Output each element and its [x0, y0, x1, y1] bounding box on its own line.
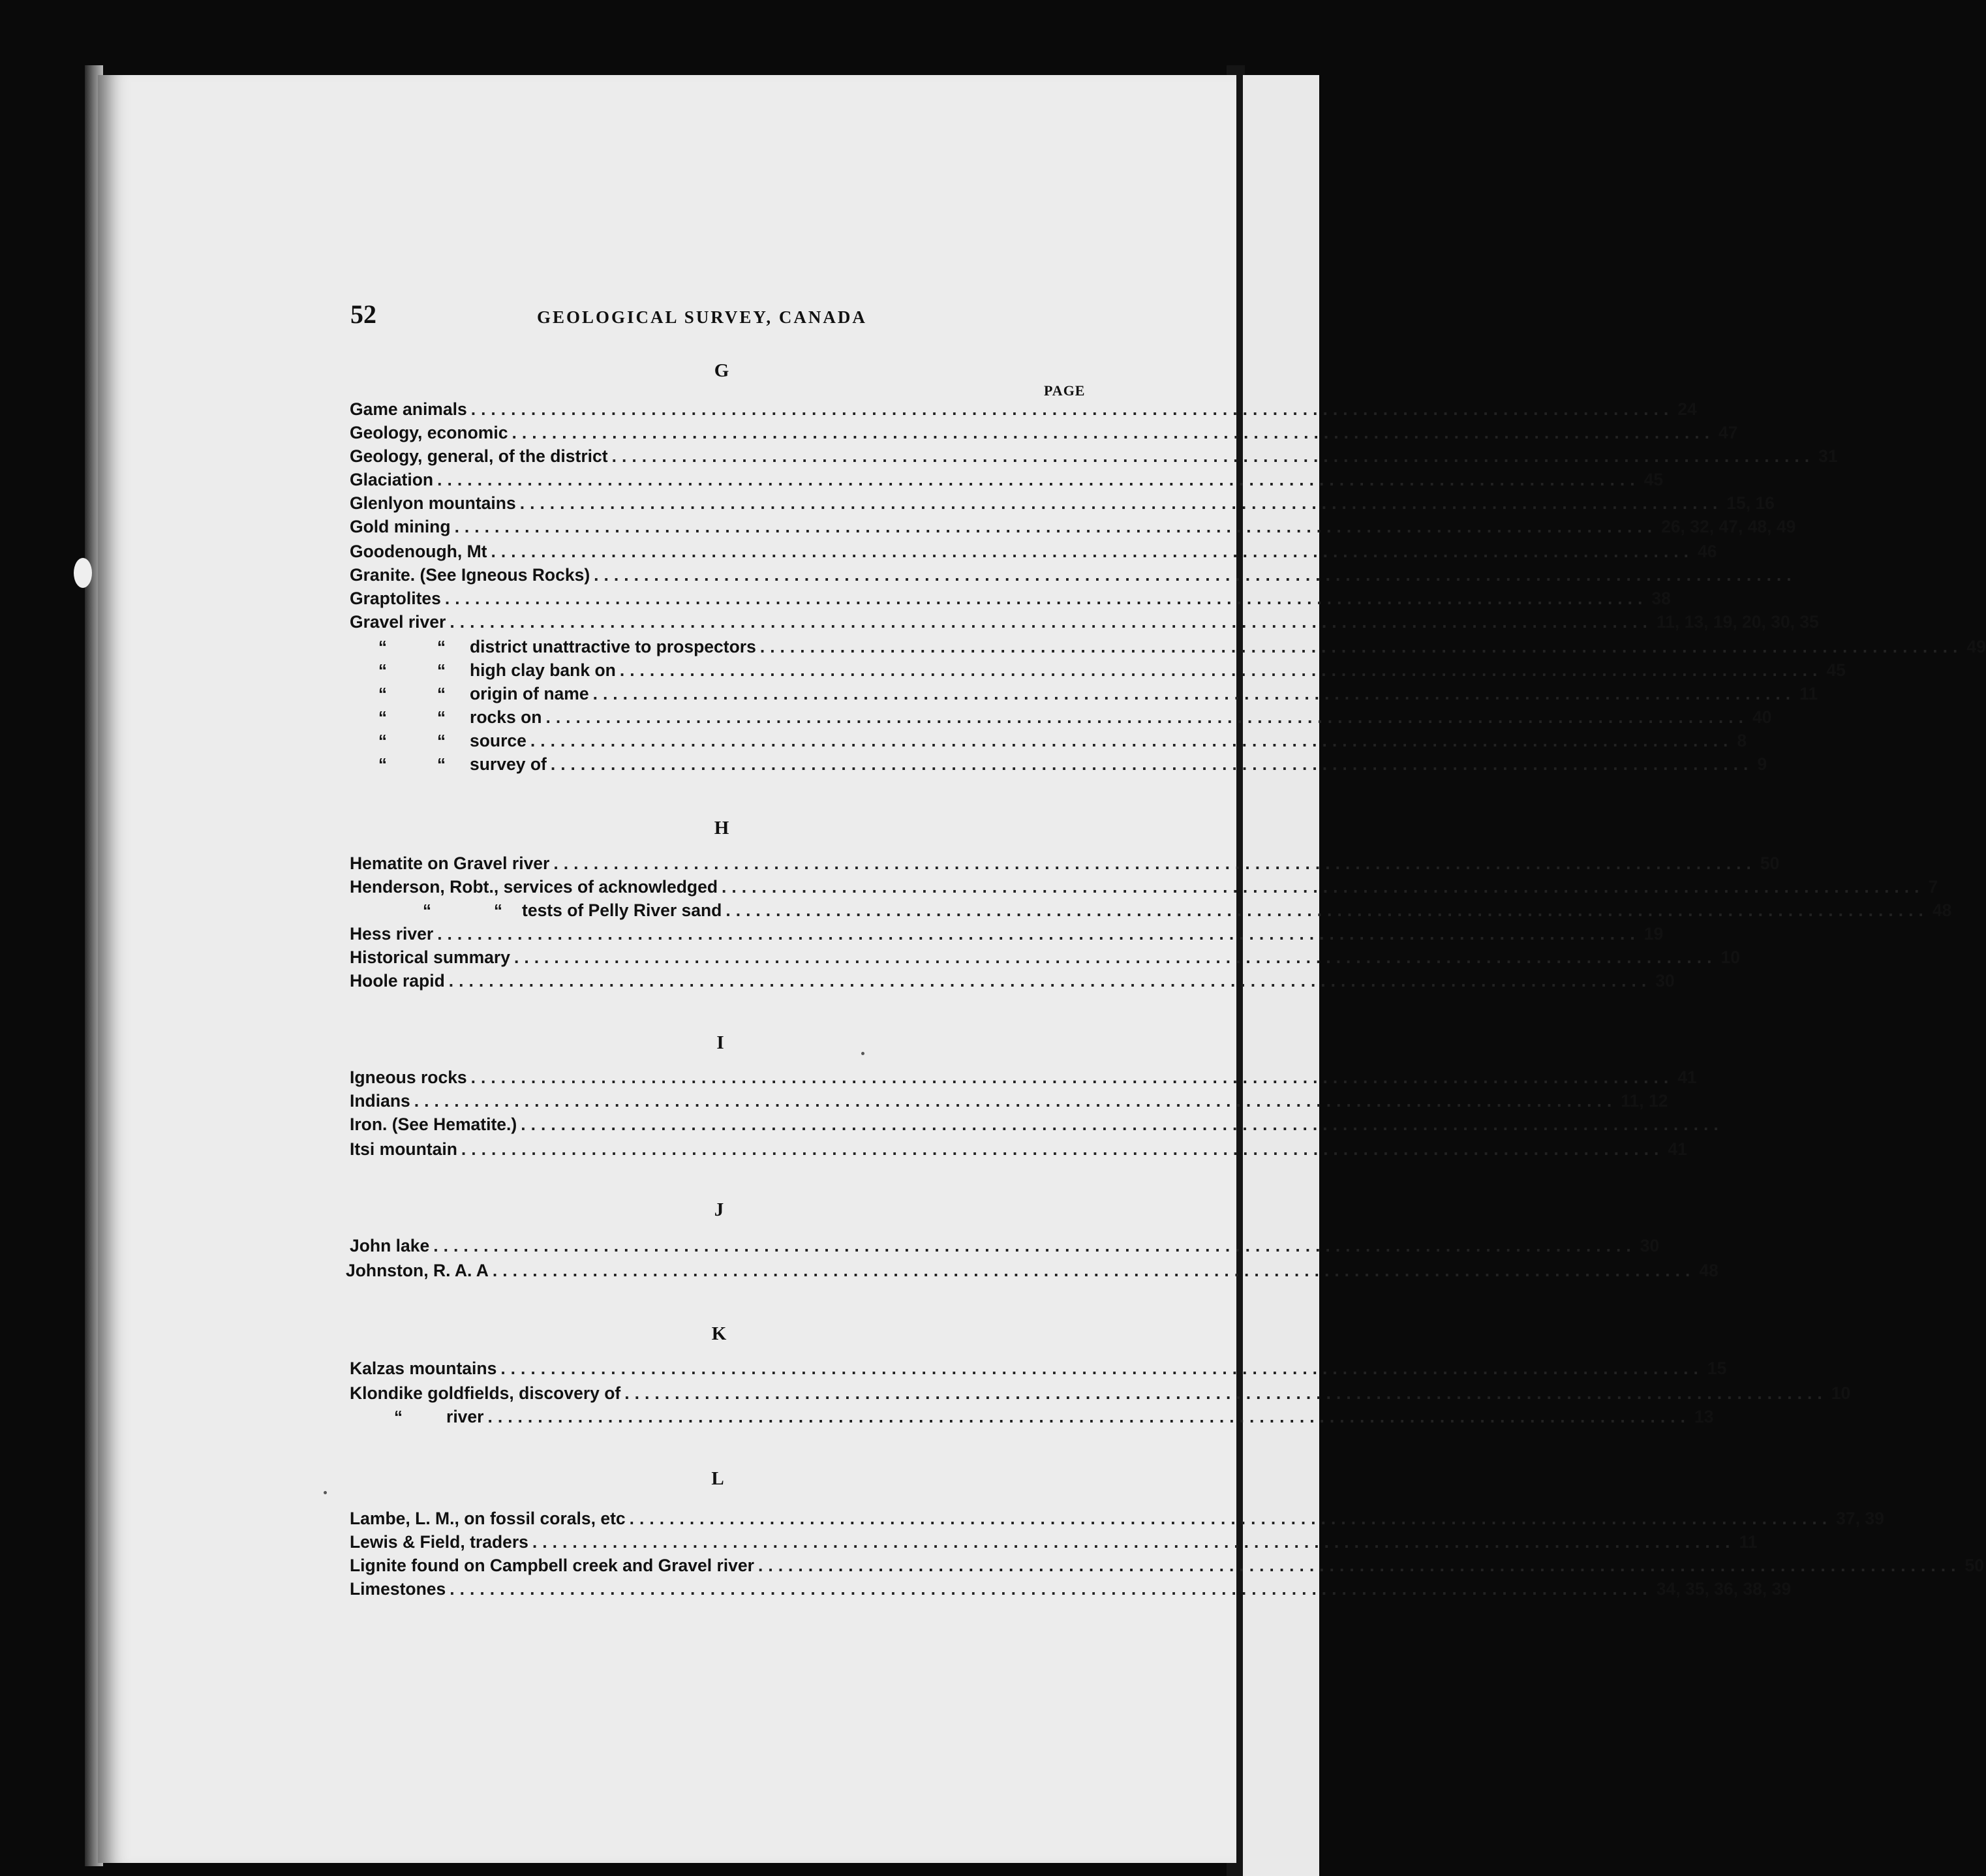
index-entry: Glaciation ........................................................................................................................ 45 [350, 470, 1664, 489]
index-subentry: rocks on ........................................................................................................................ 40 [470, 707, 1772, 727]
entry-pages: 15 [1707, 1359, 1727, 1378]
ditto-mark: “ [378, 707, 387, 727]
entry-term: Game animals [350, 399, 467, 419]
index-entry: Game animals ........................................................................................................................ 24 [350, 399, 1697, 419]
entry-term: Geology, general, of the district [350, 446, 608, 466]
entry-pages: 30 [1655, 971, 1675, 991]
print-speck [324, 1491, 327, 1494]
entry-term: Glenlyon mountains [350, 493, 516, 513]
ditto-mark: “ [437, 707, 446, 727]
entry-term: Geology, economic [350, 423, 508, 442]
entry-term: Hess river [350, 924, 434, 944]
section-letter-i: I [716, 1032, 724, 1053]
entry-term: Graptolites [350, 589, 441, 608]
entry-term: Iron. (See Hematite.) [350, 1115, 517, 1134]
page-number: 52 [350, 300, 376, 329]
index-entry: Geology, general, of the district ........................................................................................................................ 31 [350, 446, 1838, 466]
index-entry: Lignite found on Campbell creek and Gravel river ........................................................................................................................ 50 [350, 1556, 1984, 1575]
index-entry: Hoole rapid ........................................................................................................................ 30 [350, 971, 1675, 991]
entry-pages: 9 [1757, 754, 1767, 774]
index-entry: Hematite on Gravel river ........................................................................................................................ 50 [350, 853, 1780, 873]
entry-pages: 30 [1640, 1236, 1660, 1255]
entry-pages: 48 [1699, 1261, 1719, 1280]
index-subentry: origin of name ........................................................................................................................ 11 [470, 684, 1818, 703]
entry-term: Goodenough, Mt [350, 542, 487, 561]
print-speck [861, 1052, 864, 1055]
entry-term: Kalzas mountains [350, 1359, 497, 1378]
ditto-mark: “ [378, 754, 387, 774]
entry-term: Hoole rapid [350, 971, 445, 991]
entry-term: Granite. (See Igneous Rocks) [350, 565, 590, 585]
index-entry: Lewis & Field, traders ........................................................................................................................ 11 [350, 1532, 1758, 1552]
entry-pages: 10 [1831, 1383, 1851, 1403]
entry-pages: 45 [1826, 660, 1846, 680]
entry-term: Lambe, L. M., on fossil corals, etc [350, 1509, 626, 1528]
entry-pages: 13 [1694, 1407, 1714, 1426]
entry-term: Hematite on Gravel river [350, 853, 550, 873]
ditto-mark: “ [437, 731, 446, 750]
entry-pages: 19 [1643, 924, 1664, 944]
paper-blemish [74, 558, 92, 588]
index-entry: Limestones ........................................................................................................................ 34, 35, 36, 38, 39 [350, 1579, 1792, 1599]
entry-pages: 47 [1719, 423, 1738, 442]
entry-pages: 10 [1720, 947, 1740, 967]
entry-term: Igneous rocks [350, 1068, 467, 1087]
ditto-mark: “ [437, 684, 446, 703]
index-entry: Hess river ........................................................................................................................ 19 [350, 924, 1664, 944]
entry-term: survey of [470, 754, 547, 774]
section-letter-g: G [714, 360, 729, 381]
entry-term: Gravel river [350, 612, 446, 632]
index-entry: Indians ........................................................................................................................ 11, 12 [350, 1091, 1668, 1111]
entry-pages: 31 [1818, 446, 1838, 466]
entry-term: Historical summary [350, 947, 510, 967]
running-header: GEOLOGICAL SURVEY, CANADA [537, 307, 867, 327]
entry-pages: 7 [1928, 877, 1938, 897]
index-subentry: high clay bank on ........................................................................................................................ 45 [470, 660, 1846, 680]
entry-pages: 38 [1651, 589, 1671, 608]
index-subentry: district unattractive to prospectors ........................................................................................................................ 49 [470, 637, 1986, 656]
entry-pages: 50 [1760, 853, 1780, 873]
entry-term: Gold mining [350, 517, 451, 536]
section-letter-k: K [711, 1323, 727, 1344]
index-entry: Klondike goldfields, discovery of ........................................................................................................................ 10 [350, 1383, 1851, 1403]
entry-pages: 34, 35, 36, 38, 39 [1656, 1579, 1792, 1599]
index-entry: Geology, economic ........................................................................................................................ 47 [350, 423, 1738, 442]
entry-term: Lewis & Field, traders [350, 1532, 528, 1552]
index-entry: Glenlyon mountains ........................................................................................................................ 15, 16 [350, 493, 1775, 513]
index-entry: Iron. (See Hematite.) ........................................................................................................................ [350, 1115, 1724, 1134]
ditto-mark: “ [394, 1407, 403, 1426]
index-subentry: tests of Pelly River sand ........................................................................................................................ 48 [522, 900, 1952, 920]
entry-pages: 50 [1964, 1556, 1984, 1575]
index-entry: Granite. (See Igneous Rocks) ........................................................................................................................ [350, 565, 1797, 585]
entry-pages: 11 [1799, 684, 1818, 703]
entry-term: district unattractive to prospectors [470, 637, 756, 656]
entry-term: Johnston, R. A. A [346, 1261, 489, 1280]
ditto-mark: “ [378, 731, 387, 750]
entry-pages: 37, 39 [1836, 1509, 1884, 1528]
entry-term: high clay bank on [470, 660, 616, 680]
index-subentry: survey of ........................................................................................................................ 9 [470, 754, 1767, 774]
index-entry: Itsi mountain ........................................................................................................................ 41 [350, 1139, 1687, 1159]
index-subentry: river ........................................................................................................................ 13 [446, 1407, 1714, 1426]
index-subentry: source ........................................................................................................................ 8 [470, 731, 1747, 750]
section-letter-h: H [714, 818, 729, 838]
entry-term: tests of Pelly River sand [522, 900, 722, 920]
entry-pages: 46 [1698, 542, 1717, 561]
entry-pages: 11, 13, 19, 20, 30, 35 [1656, 612, 1819, 632]
section-letter-j: J [714, 1199, 724, 1220]
entry-term: river [446, 1407, 484, 1426]
entry-pages: 48 [1932, 900, 1952, 920]
entry-pages: 11, 12 [1621, 1091, 1668, 1111]
entry-term: Lignite found on Campbell creek and Gravel river [350, 1556, 754, 1575]
page-column-label: PAGE [1044, 382, 1086, 399]
index-entry: Goodenough, Mt ........................................................................................................................ 46 [350, 542, 1717, 561]
entry-term: Henderson, Robt., services of acknowledged [350, 877, 718, 897]
ditto-mark: “ [378, 684, 387, 703]
entry-term: John lake [350, 1236, 430, 1255]
entry-pages: 15, 16 [1726, 493, 1775, 513]
entry-pages: 8 [1737, 731, 1747, 750]
ditto-mark: “ [494, 900, 502, 920]
ditto-mark: “ [437, 660, 446, 680]
entry-term: Limestones [350, 1579, 446, 1599]
entry-term: Itsi mountain [350, 1139, 457, 1159]
ditto-mark: “ [378, 660, 387, 680]
index-entry: Lambe, L. M., on fossil corals, etc ........................................................................................................................ 37, 39 [350, 1509, 1884, 1528]
entry-term: Indians [350, 1091, 410, 1111]
entry-pages: 26, 32, 47, 48, 49 [1661, 517, 1796, 536]
entry-pages: 41 [1677, 1068, 1697, 1087]
entry-term: source [470, 731, 527, 750]
index-entry: Gold mining ........................................................................................................................ 26, 32, 47, 48, 49 [350, 517, 1796, 536]
entry-term: Klondike goldfields, discovery of [350, 1383, 621, 1403]
index-entry: Henderson, Robt., services of acknowledged ........................................................................................................................ 7 [350, 877, 1938, 897]
ditto-mark: “ [423, 900, 431, 920]
entry-pages: 11 [1739, 1532, 1758, 1552]
index-entry: Gravel river ........................................................................................................................ 11, 13, 19, 20, 30, 35 [350, 612, 1819, 632]
entry-pages: 45 [1643, 470, 1664, 489]
index-entry: Graptolites ........................................................................................................................ 38 [350, 589, 1671, 608]
ditto-mark: “ [378, 637, 387, 656]
entry-term: Glaciation [350, 470, 434, 489]
entry-pages: 41 [1668, 1139, 1687, 1159]
section-letter-l: L [711, 1468, 724, 1489]
entry-pages: 40 [1752, 707, 1772, 727]
index-entry: Igneous rocks ........................................................................................................................ 41 [350, 1068, 1697, 1087]
ditto-mark: “ [437, 637, 446, 656]
index-entry: John lake ........................................................................................................................ 30 [350, 1236, 1660, 1255]
index-entry: Johnston, R. A. A ........................................................................................................................ 48 [346, 1261, 1719, 1280]
entry-term: rocks on [470, 707, 542, 727]
index-entry: Historical summary ........................................................................................................................ 10 [350, 947, 1740, 967]
index-entry: Kalzas mountains ........................................................................................................................ 15 [350, 1359, 1727, 1378]
entry-pages: 24 [1677, 399, 1697, 419]
ditto-mark: “ [437, 754, 446, 774]
entry-term: origin of name [470, 684, 589, 703]
entry-pages: 49 [1966, 637, 1986, 656]
